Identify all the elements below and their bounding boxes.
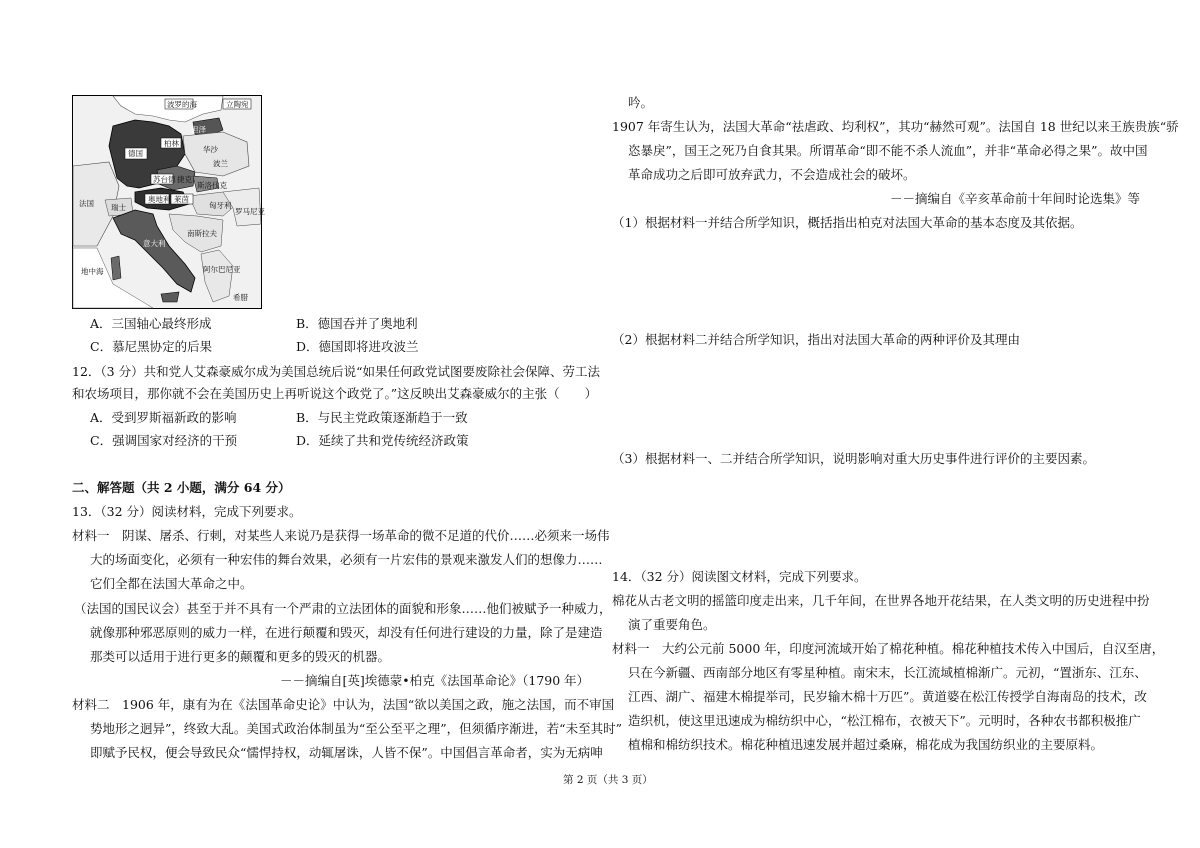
map-label-switzerland: 瑞士 xyxy=(111,203,126,212)
q14-p1-line2: 演了重要角色。 xyxy=(628,617,716,632)
q14-m1-line3: 江西、湖广、福建木棉提举司，民岁输木棉十万匹”。黄道婆在松江传授学自海南岛的技术，改 xyxy=(628,689,1147,704)
q12-stem-line1: 12．（3 分）共和党人艾森豪威尔成为美国总统后说“如果任何政党试图要废除社会保障、劳工法 xyxy=(72,364,600,379)
map-label-albania: 阿尔巴尼亚 xyxy=(203,265,241,274)
q13-m1-line3: 它们全都在法国大革命之中。 xyxy=(90,576,253,591)
map-label-greece: 希腊 xyxy=(233,293,248,302)
map-label-poland: 波兰 xyxy=(213,159,228,168)
map-label-sudeten: 苏台德 xyxy=(153,175,176,184)
map-label-danzig: 但泽 xyxy=(191,125,206,134)
map-label-baltic: 波罗的海 xyxy=(167,100,197,109)
q13-m2-line1: 材料二 1906 年，康有为在《法国革命史论》中认为，法国“欲以美国之政，施之法国，而不审国 xyxy=(72,697,615,712)
map-label-mediterranean: 地中海 xyxy=(81,267,104,276)
q14-m1-line5: 植棉和棉纺织技术。棉花种植迅速发展并超过桑麻，棉花成为我国纺织业的主要原料。 xyxy=(628,737,1104,752)
q12-option-b: B．与民主党政策逐渐趋于一致 xyxy=(296,410,468,425)
map-label-berlin: 柏林 xyxy=(164,139,179,148)
map-label-romania: 罗马尼亚 xyxy=(235,207,265,216)
q13-intro: 13．（32 分）阅读材料，完成下列要求。 xyxy=(72,504,302,519)
q13-m1-line1: 材料一 阴谋、屠杀、行刺，对某些人来说乃是获得一场革命的微不足道的代价……必须来一场伟 xyxy=(72,528,610,543)
q11-option-c: C．慕尼黑协定的后果 xyxy=(90,339,213,354)
q13-m2-line5: 1907 年寄生认为，法国大革命“祛虐政、均利权”，其功“赫然可观”。法国自 18 世纪以来王族贵族“骄 xyxy=(612,119,1179,134)
europe-map-svg xyxy=(73,96,265,308)
map-label-hungary: 匈牙利 xyxy=(209,201,232,210)
page-footer: 第 2 页（共 3 页） xyxy=(563,774,653,786)
map-label-czech: 捷克 xyxy=(177,175,192,184)
q12-option-c: C．强调国家对经济的干预 xyxy=(90,433,238,448)
q13-m1-source: －－摘编自[英]埃德蒙•柏克《法国革命论》（1790 年） xyxy=(280,673,590,688)
map-label-germany: 德国 xyxy=(128,149,143,158)
q13-sub3: （3）根据材料一、二并结合所学知识，说明影响对重大历史事件进行评价的主要因素。 xyxy=(612,451,1095,466)
q14-m1-line2: 只在今新疆、西南部分地区有零星种植。南宋末，长江流域植棉渐广。元初，“置浙东、江东、 xyxy=(628,665,1147,680)
q13-sub2: （2）根据材料二并结合所学知识，指出对法国大革命的两种评价及其理由 xyxy=(612,332,1020,347)
q12-stem-line2: 和农场项目，那你就不会在美国历史上再听说这个政党了。”这反映出艾森豪威尔的主张（ ） xyxy=(72,386,598,401)
q13-m2-line6: 恣暴戾”，国王之死乃自食其果。所谓革命“即不能不杀人流血”，并非“革命必得之果”。故中国 xyxy=(628,143,1148,158)
q12-option-a: A．受到罗斯福新政的影响 xyxy=(90,410,237,425)
q13-m1-line6: 那类可以适用于进行更多的颠覆和更多的毁灭的机器。 xyxy=(90,649,391,664)
map-label-austria: 奥地利 xyxy=(148,195,171,204)
map-label-warsaw: 华沙 xyxy=(203,145,218,154)
q14-m1-line1: 材料一 大约公元前 5000 年，印度河流域开始了棉花种植。棉花种植技术传入中国后，自汉至唐， xyxy=(612,641,1165,656)
q13-m2-line7: 革命成功之后即可放弃武力，不会造成社会的破坏。 xyxy=(628,167,916,182)
q13-sub1: （1）根据材料一并结合所学知识，概括指出柏克对法国大革命的基本态度及其依据。 xyxy=(612,215,1083,230)
europe-map-figure xyxy=(72,95,265,309)
q12-option-d: D．延续了共和党传统经济政策 xyxy=(296,433,469,448)
q13-m1-line2: 大的场面变化，必须有一种宏伟的舞台效果，必须有一片宏伟的景观来激发人们的想像力…… xyxy=(90,552,603,567)
map-label-slovakia: 斯洛伐克 xyxy=(197,181,227,190)
map-label-yugoslavia: 南斯拉夫 xyxy=(187,229,217,238)
q13-m2-line4: 吟。 xyxy=(628,95,654,110)
q13-m2-line2: 势地形之迥异”，终致大乱。美国式政治体制虽为“至公至平之理”，但须循序渐进，若“未至其时” xyxy=(90,721,622,736)
q11-option-d: D．德国即将进攻波兰 xyxy=(296,339,419,354)
q14-intro: 14．（32 分）阅读图文材料，完成下列要求。 xyxy=(612,569,867,584)
q14-m1-line4: 造织机，使这里迅速成为棉纺织中心，“松江棉布，衣被天下”。元明时，各种农书都积极推广 xyxy=(628,713,1141,728)
map-label-rhineland: 莱茵 xyxy=(174,195,189,204)
q14-p1-line1: 棉花从古老文明的摇篮印度走出来，几千年间，在世界各地开花结果，在人类文明的历史进程中扮 xyxy=(612,593,1150,608)
q13-m1-line5: 就像那种邪恶原则的威力一样，在进行颠覆和毁灭，却没有任何进行建设的力量，除了是建造 xyxy=(90,625,603,640)
q11-option-b: B．德国吞并了奥地利 xyxy=(296,316,418,331)
q13-m2-line3: 即赋予民权，便会导致民众“懦悍持权，动辄屠诛，人皆不保”。中国倡言革命者，实为无病呻 xyxy=(90,745,603,760)
section-heading: 二、解答题（共 2 小题，满分 64 分） xyxy=(72,480,291,495)
q13-m1-line4: （法国的国民议会）甚至于并不具有一个严肃的立法团体的面貌和形象……他们被赋予一种威力， xyxy=(74,601,612,616)
q11-option-a: A．三国轴心最终形成 xyxy=(90,316,212,331)
q13-m2-source: －－摘编自《辛亥革命前十年间时论选集》等 xyxy=(890,191,1141,206)
map-label-lithuania: 立陶宛 xyxy=(226,100,249,109)
map-label-italy: 意大利 xyxy=(143,239,166,248)
map-label-france: 法国 xyxy=(79,199,94,208)
